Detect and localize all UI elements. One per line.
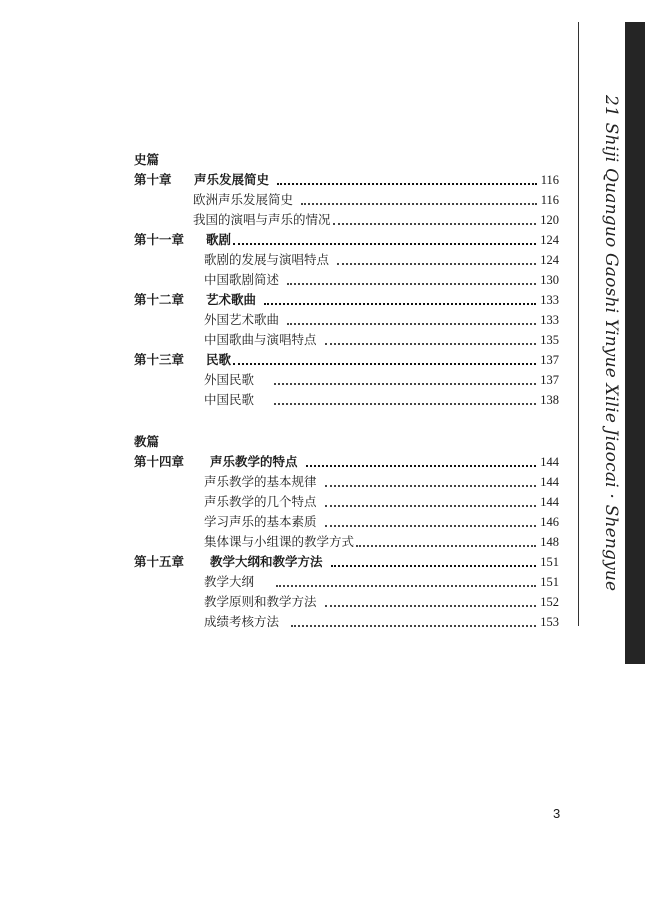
dot-leader [325,484,537,487]
chapter-label: 第十二章 [134,292,185,307]
page-ref: 151 [540,555,559,569]
chapter-label: 第十章 [134,172,172,187]
entry-title: 歌剧 [206,232,232,247]
toc-entry[interactable] [204,250,559,270]
page-ref: 144 [540,455,559,469]
page-ref: 153 [540,615,559,629]
page-ref: 146 [540,515,559,529]
toc-row [134,572,559,592]
toc-entry[interactable] [204,572,559,592]
toc-row [134,472,559,492]
page-ref: 124 [540,253,559,267]
dot-leader [287,322,536,325]
part-title: 教篇 [134,434,160,449]
toc-entry[interactable] [194,170,559,190]
entry-title: 中国歌曲与演唱特点 [204,332,317,347]
dot-leader [264,302,536,305]
toc-entry[interactable] [204,370,559,390]
toc-entry[interactable] [206,350,559,370]
page-ref: 151 [540,575,559,589]
entry-title: 欧洲声乐发展简史 [193,192,294,207]
toc-row [134,390,559,410]
toc-row [134,310,559,330]
side-tab-bar [625,22,645,664]
dot-leader [274,402,536,405]
page-ref: 144 [540,495,559,509]
dot-leader [325,524,537,527]
toc-entry[interactable] [204,612,559,632]
entry-title: 声乐发展简史 [194,172,270,187]
page-ref: 137 [540,373,559,387]
toc-entry[interactable] [193,210,559,230]
toc-entry[interactable] [204,532,559,552]
toc-row [134,270,559,290]
dot-leader [337,262,536,265]
toc-entry[interactable] [204,310,559,330]
page-ref: 148 [540,535,559,549]
entry-title: 外国艺术歌曲 [204,312,280,327]
page-ref: 137 [540,353,559,367]
chapter-label: 第十四章 [134,454,185,469]
page-ref: 138 [540,393,559,407]
toc-row [134,592,559,612]
page-ref: 133 [540,293,559,307]
dot-leader [325,342,537,345]
chapter-label: 第十五章 [134,554,185,569]
toc-entry[interactable] [204,330,559,350]
toc-row [134,532,559,552]
chapter-label: 第十一章 [134,232,185,247]
toc-row [134,250,559,270]
dot-leader [274,382,536,385]
entry-title: 教学大纲和教学方法 [210,554,323,569]
toc-row [134,612,559,632]
dot-leader [325,604,537,607]
dot-leader [325,504,537,507]
dot-leader [233,362,536,365]
entry-title: 教学大纲 [204,574,255,589]
toc-row [134,230,559,250]
toc-row [134,512,559,532]
entry-title: 艺术歌曲 [206,292,257,307]
chapter-label: 第十三章 [134,352,185,367]
page-ref: 152 [540,595,559,609]
toc-entry[interactable] [204,390,559,410]
page-ref: 133 [540,313,559,327]
page-ref: 116 [540,193,559,207]
page-number: 3 [553,806,561,821]
toc-row [134,330,559,350]
dot-leader [276,584,536,587]
toc-row [134,350,559,370]
page-ref: 124 [540,233,559,247]
entry-title: 成绩考核方法 [204,614,280,629]
toc-row [134,290,559,310]
toc-row [134,492,559,512]
toc-row [134,452,559,472]
entry-title: 民歌 [206,352,232,367]
part-title: 史篇 [134,152,160,167]
toc-entry[interactable] [204,270,559,290]
page-ref: 120 [540,213,559,227]
dot-leader [333,222,537,225]
dot-leader [291,624,536,627]
toc-entry[interactable] [204,592,559,612]
entry-title: 我国的演唱与声乐的情况 [193,212,331,227]
series-title: 21 Shiji Quanguo Gaoshi Yinyue Xilie Jiaocai · Shengyue [601,95,621,592]
toc-entry[interactable] [210,452,559,472]
dot-leader [277,182,537,185]
entry-title: 声乐教学的特点 [210,454,298,469]
dot-leader [331,564,537,567]
dot-leader [306,464,537,467]
page-ref: 135 [540,333,559,347]
toc-entry[interactable] [204,512,559,532]
table-of-contents [134,150,559,632]
toc-entry[interactable] [206,290,559,310]
dot-leader [301,202,537,205]
page-ref: 130 [540,273,559,287]
page-ref: 116 [540,173,559,187]
dot-leader [287,282,536,285]
toc-row [134,170,559,190]
toc-entry[interactable] [204,472,559,492]
dot-leader [356,544,536,547]
entry-title: 歌剧的发展与演唱特点 [204,252,330,267]
entry-title: 中国歌剧简述 [204,272,280,287]
dot-leader [233,242,536,245]
toc-entry[interactable] [206,230,559,250]
entry-title: 外国民歌 [204,372,255,387]
toc-row [134,190,559,210]
page-ref: 144 [540,475,559,489]
entry-title: 声乐教学的几个特点 [204,494,317,509]
entry-title: 教学原则和教学方法 [204,594,317,609]
entry-title: 学习声乐的基本素质 [204,514,317,529]
toc-row [134,370,559,390]
entry-title: 中国民歌 [204,392,255,407]
entry-title: 声乐教学的基本规律 [204,474,317,489]
toc-entry[interactable] [204,492,559,512]
toc-row [134,210,559,230]
entry-title: 集体课与小组课的教学方式 [204,534,355,549]
toc-row [134,552,559,572]
toc-entry[interactable] [210,552,559,572]
vertical-rule [578,22,579,626]
toc-entry[interactable] [193,190,559,210]
